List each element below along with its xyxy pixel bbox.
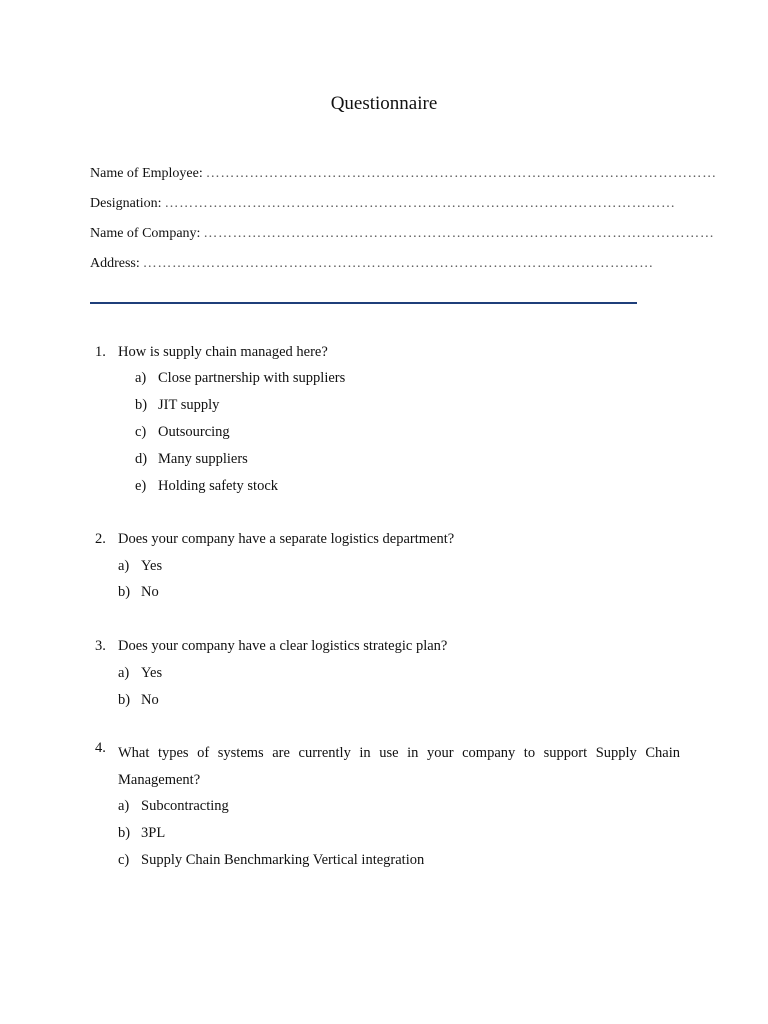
option-text: Yes — [141, 558, 163, 574]
question-4 — [95, 740, 680, 794]
employee-name-label: Name of Employee: — [90, 166, 203, 181]
option-text: No — [141, 692, 159, 708]
address-label: Address: — [90, 256, 140, 271]
option-letter: b) — [118, 584, 131, 600]
option-text: Subcontracting — [141, 798, 229, 814]
question-4-option-a[interactable] — [118, 798, 229, 815]
option-letter: a) — [118, 798, 130, 814]
question-4-option-c[interactable] — [118, 852, 424, 869]
option-text: Supply Chain Benchmarking Vertical integration — [141, 852, 425, 868]
option-text: 3PL — [141, 825, 166, 841]
question-1-option-b[interactable] — [135, 397, 219, 414]
company-name-dotted-line: …………………………………………………………………………………………… — [203, 226, 715, 241]
question-number: 2. — [95, 531, 106, 547]
designation-dotted-line: …………………………………………………………………………………………… — [164, 196, 676, 211]
question-1-option-d[interactable] — [135, 451, 248, 468]
company-name-field[interactable] — [90, 226, 715, 242]
address-field[interactable] — [90, 256, 654, 272]
question-text: Does your company have a separate logistics department? — [118, 531, 455, 547]
employee-name-field[interactable] — [90, 166, 717, 182]
option-text: Outsourcing — [158, 424, 230, 440]
address-dotted-line: …………………………………………………………………………………………… — [142, 256, 654, 271]
option-letter: b) — [135, 397, 148, 413]
question-1-option-a[interactable] — [135, 370, 345, 387]
question-1-option-c[interactable] — [135, 424, 230, 441]
option-letter: e) — [135, 478, 147, 494]
option-letter: a) — [118, 665, 130, 681]
option-letter: b) — [118, 692, 131, 708]
option-letter: a) — [118, 558, 130, 574]
option-text: No — [141, 584, 159, 600]
option-text: Many suppliers — [158, 451, 248, 467]
question-number: 1. — [95, 344, 106, 360]
question-2 — [95, 531, 680, 548]
option-letter: d) — [135, 451, 148, 467]
question-2-option-a[interactable] — [118, 558, 162, 575]
section-divider — [90, 302, 637, 304]
question-1-option-e[interactable] — [135, 478, 278, 495]
question-text: Does your company have a clear logistics strategic plan? — [118, 638, 448, 654]
option-text: Yes — [141, 665, 163, 681]
question-text: What types of systems are currently in use in your company to support Supply Chain Management? — [118, 745, 680, 788]
question-3-option-b[interactable] — [118, 692, 159, 709]
option-text: Close partnership with suppliers — [158, 370, 346, 386]
option-letter: c) — [118, 852, 130, 868]
question-4-option-b[interactable] — [118, 825, 165, 842]
designation-field[interactable] — [90, 196, 676, 212]
question-text: How is supply chain managed here? — [118, 344, 328, 360]
employee-name-dotted-line: …………………………………………………………………………………………… — [205, 166, 717, 181]
option-text: Holding safety stock — [158, 478, 279, 494]
question-2-option-b[interactable] — [118, 584, 159, 601]
question-3-option-a[interactable] — [118, 665, 162, 682]
option-text: JIT supply — [158, 397, 220, 413]
question-number: 3. — [95, 638, 106, 654]
company-name-label: Name of Company: — [90, 226, 201, 241]
option-letter: b) — [118, 825, 131, 841]
question-number: 4. — [95, 740, 106, 756]
question-1 — [95, 344, 680, 361]
question-3 — [95, 638, 680, 655]
option-letter: a) — [135, 370, 147, 386]
page-title: Questionnaire — [330, 93, 438, 114]
designation-label: Designation: — [90, 196, 162, 211]
option-letter: c) — [135, 424, 147, 440]
